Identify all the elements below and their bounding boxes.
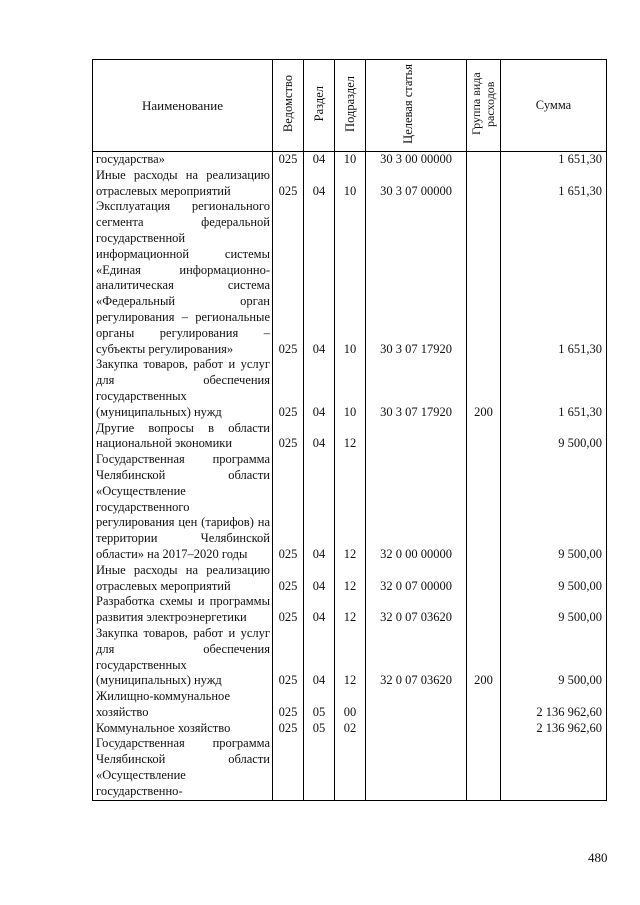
cell-group [467,199,501,357]
cell-section: 04 [304,421,335,453]
cell-group [467,168,501,200]
header-subsection: Подраздел [335,60,366,152]
cell-dept: 025 [273,152,304,168]
cell-section: 04 [304,152,335,168]
cell-name: Жилищно-коммунальное хозяйство [93,689,273,721]
cell-name: государства» [93,152,273,168]
cell-name: Разработка схемы и программы развития электроэнергетики [93,594,273,626]
cell-target: 30 3 00 00000 [366,152,467,168]
cell-subsection: 02 [335,721,366,737]
cell-target: 32 0 07 00000 [366,563,467,595]
cell-dept: 025 [273,563,304,595]
cell-subsection [335,736,366,800]
cell-sum: 1 651,30 [501,152,607,168]
cell-target: 32 0 00 00000 [366,452,467,563]
header-sum: Сумма [501,60,607,152]
table-row [93,594,607,626]
cell-section: 05 [304,721,335,737]
cell-sum: 1 651,30 [501,168,607,200]
cell-group [467,689,501,721]
cell-target: 32 0 07 03620 [366,626,467,689]
cell-section: 04 [304,452,335,563]
cell-subsection: 00 [335,689,366,721]
cell-sum: 1 651,30 [501,357,607,420]
cell-name: Закупка товаров, работ и услуг для обеспечения государственных (муниципальных) нужд [93,626,273,689]
cell-sum: 2 136 962,60 [501,721,607,737]
cell-dept: 025 [273,721,304,737]
cell-name: Другие вопросы в области национальной экономики [93,421,273,453]
table-row [93,168,607,200]
header-target: Целевая статья [366,60,467,152]
cell-target [366,736,467,800]
table-row [93,199,607,357]
cell-group [467,563,501,595]
header-dept: Ведомство [273,60,304,152]
cell-name: Иные расходы на реализацию отраслевых мероприятий [93,563,273,595]
cell-group [467,594,501,626]
cell-dept: 025 [273,452,304,563]
table-row [93,152,607,168]
cell-group: 200 [467,626,501,689]
cell-name: Коммунальное хозяйство [93,721,273,737]
cell-section: 04 [304,563,335,595]
cell-section: 04 [304,168,335,200]
cell-target: 32 0 07 03620 [366,594,467,626]
table-row [93,452,607,563]
table-row [93,563,607,595]
cell-subsection: 10 [335,168,366,200]
cell-group [467,152,501,168]
cell-dept: 025 [273,594,304,626]
table-row [93,421,607,453]
cell-group [467,421,501,453]
cell-sum: 9 500,00 [501,594,607,626]
header-name: Наименование [93,60,273,152]
cell-target [366,689,467,721]
cell-sum: 9 500,00 [501,452,607,563]
cell-subsection: 12 [335,563,366,595]
cell-name: Государственная программа Челябинской области «Осуществление государственного регулирования цен (тарифов) на территории Челябинской области» на 2017–2020 годы [93,452,273,563]
table-row [93,357,607,420]
table-row [93,736,607,800]
cell-name: Государственная программа Челябинской области «Осуществление государственно- [93,736,273,800]
cell-subsection: 10 [335,199,366,357]
cell-name: Иные расходы на реализацию отраслевых мероприятий [93,168,273,200]
cell-section: 04 [304,199,335,357]
cell-dept: 025 [273,626,304,689]
cell-subsection: 12 [335,626,366,689]
cell-name: Закупка товаров, работ и услуг для обеспечения государственных (муниципальных) нужд [93,357,273,420]
cell-sum: 9 500,00 [501,563,607,595]
table-row [93,689,607,721]
cell-group: 200 [467,357,501,420]
cell-subsection: 12 [335,452,366,563]
cell-group [467,721,501,737]
cell-dept: 025 [273,689,304,721]
page-number: 480 [588,850,608,865]
table-row [93,626,607,689]
cell-subsection: 10 [335,357,366,420]
cell-group [467,452,501,563]
cell-section: 04 [304,594,335,626]
cell-dept: 025 [273,357,304,420]
cell-section [304,736,335,800]
cell-sum: 9 500,00 [501,421,607,453]
header-section: Раздел [304,60,335,152]
cell-dept: 025 [273,199,304,357]
cell-name: Эксплуатация регионального сегмента федеральной государственной информационной системы «Единая информационно-аналитическая система «Федеральный орган регулирования – региональные органы регулирования – субъекты регулирования» [93,199,273,357]
cell-dept: 025 [273,168,304,200]
cell-sum: 2 136 962,60 [501,689,607,721]
cell-target: 30 3 07 00000 [366,168,467,200]
cell-target: 30 3 07 17920 [366,199,467,357]
header-expense-group: Группа вида расходов [467,60,501,152]
budget-table [92,59,607,801]
cell-group [467,736,501,800]
cell-section: 04 [304,626,335,689]
cell-sum: 9 500,00 [501,626,607,689]
cell-dept [273,736,304,800]
cell-sum [501,736,607,800]
cell-sum: 1 651,30 [501,199,607,357]
cell-dept: 025 [273,421,304,453]
cell-subsection: 12 [335,594,366,626]
table-body [93,152,607,801]
table-row [93,721,607,737]
cell-target [366,721,467,737]
cell-section: 04 [304,357,335,420]
cell-section: 05 [304,689,335,721]
cell-target [366,421,467,453]
cell-target: 30 3 07 17920 [366,357,467,420]
table-header [93,60,607,152]
cell-subsection: 10 [335,152,366,168]
cell-subsection: 12 [335,421,366,453]
